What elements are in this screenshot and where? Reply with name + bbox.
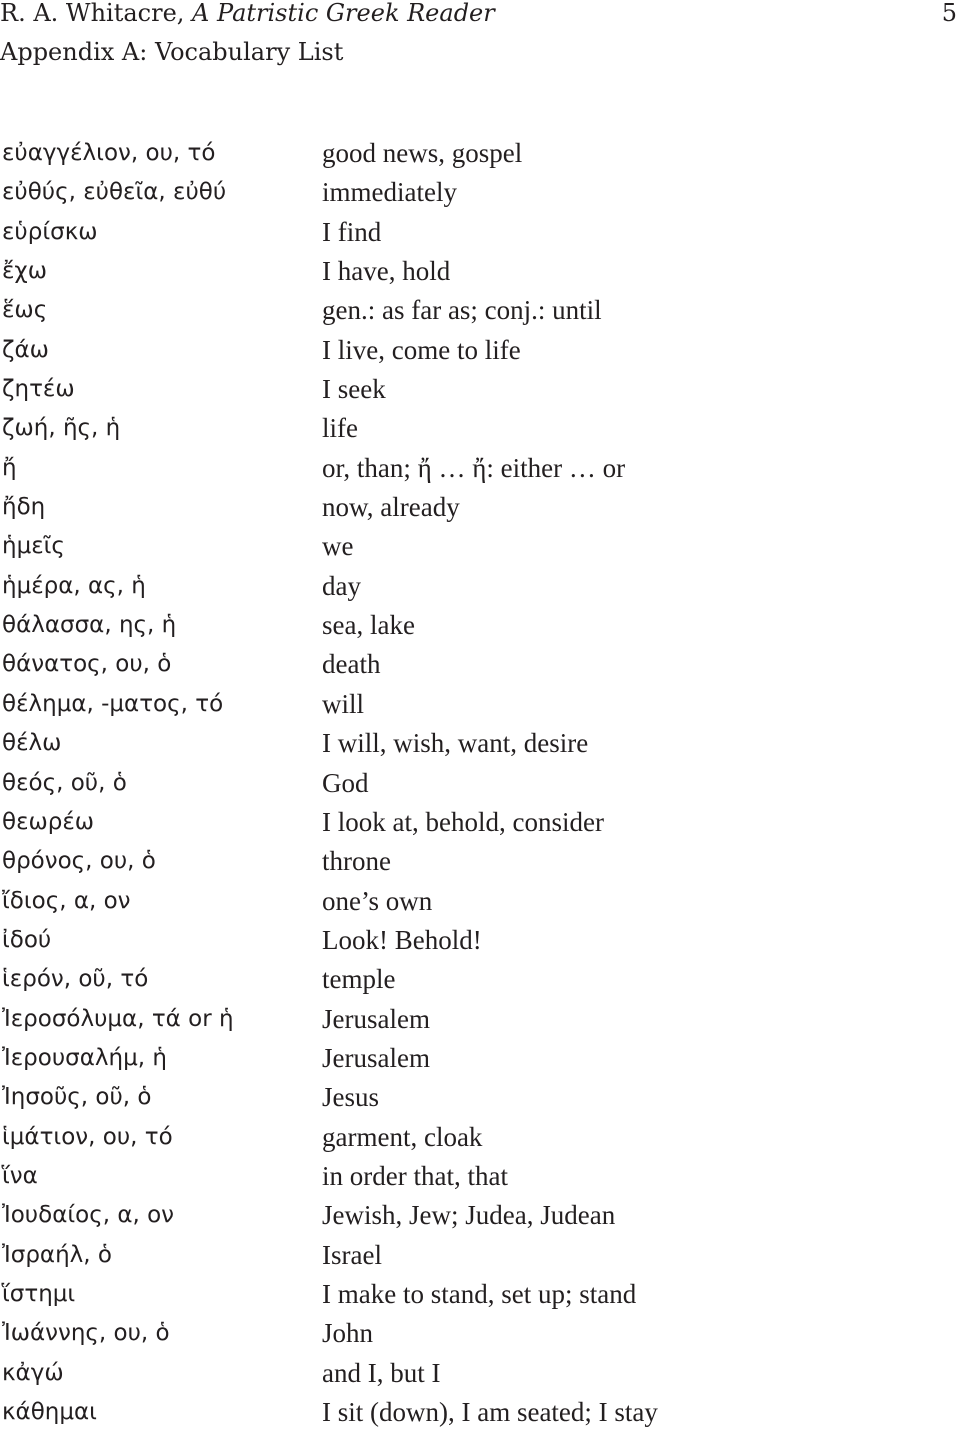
english-gloss: I make to stand, set up; stand bbox=[322, 1278, 637, 1309]
vocab-entry bbox=[0, 529, 960, 568]
vocab-entry bbox=[0, 923, 960, 962]
greek-term: θεωρέω bbox=[2, 808, 95, 835]
greek-term: ἵνα bbox=[2, 1162, 38, 1189]
english-gloss: I find bbox=[322, 216, 382, 247]
vocabulary-list bbox=[0, 136, 960, 1434]
greek-term: εὐθύς, εὐθεῖα, εὐθύ bbox=[2, 179, 227, 206]
page-header bbox=[0, 0, 960, 66]
greek-term: θεός, οῦ, ὁ bbox=[2, 769, 127, 796]
vocab-entry bbox=[0, 451, 960, 490]
english-gloss: temple bbox=[322, 964, 396, 995]
vocab-entry bbox=[0, 372, 960, 411]
vocab-entry bbox=[0, 1198, 960, 1237]
english-gloss: life bbox=[322, 413, 358, 444]
vocab-entry bbox=[0, 844, 960, 883]
greek-term: ἕως bbox=[2, 297, 48, 324]
english-gloss: sea, lake bbox=[322, 610, 415, 641]
greek-term: Ἰεροσόλυμα, τά or ἡ bbox=[2, 1005, 234, 1032]
english-gloss: immediately bbox=[322, 177, 457, 208]
greek-term: Ἰησοῦς, οῦ, ὁ bbox=[2, 1084, 152, 1111]
vocab-entry bbox=[0, 962, 960, 1001]
greek-term: ζάω bbox=[2, 336, 49, 363]
english-gloss: Look! Behold! bbox=[322, 924, 482, 955]
vocab-entry bbox=[0, 1159, 960, 1198]
english-gloss: will bbox=[322, 688, 365, 719]
vocab-entry bbox=[0, 1238, 960, 1277]
greek-term: ἰδού bbox=[2, 926, 52, 953]
english-gloss: God bbox=[322, 767, 369, 798]
vocab-entry bbox=[0, 490, 960, 529]
greek-term: εὐαγγέλιον, ου, τό bbox=[2, 140, 216, 166]
english-gloss: Jesus bbox=[322, 1082, 380, 1113]
vocab-entry bbox=[0, 136, 960, 175]
greek-term: ἡμεῖς bbox=[2, 533, 65, 560]
greek-term: θέλω bbox=[2, 730, 62, 757]
english-gloss: throne bbox=[322, 846, 391, 877]
greek-term: Ἰσραήλ, ὁ bbox=[2, 1241, 112, 1268]
vocab-entry bbox=[0, 1120, 960, 1159]
english-gloss: in order that, that bbox=[322, 1160, 508, 1191]
greek-term: ἱερόν, οῦ, τό bbox=[2, 966, 149, 993]
greek-term: ἴδιος, α, ον bbox=[2, 887, 131, 914]
english-gloss: gen.: as far as; conj.: until bbox=[322, 295, 602, 326]
greek-term: Ἰωάννης, ου, ὁ bbox=[2, 1320, 170, 1347]
greek-term: ἤ bbox=[2, 454, 17, 481]
running-head bbox=[0, 0, 960, 38]
english-gloss: or, than; ἤ … ἤ: either … or bbox=[322, 452, 626, 483]
english-gloss: I will, wish, want, desire bbox=[322, 728, 589, 759]
english-gloss: John bbox=[322, 1318, 374, 1349]
author-name: R. A. Whitacre, bbox=[0, 0, 193, 27]
vocab-entry bbox=[0, 1041, 960, 1080]
vocab-entry bbox=[0, 411, 960, 450]
page-number: 5 bbox=[941, 0, 957, 27]
english-gloss: we bbox=[322, 531, 354, 562]
greek-term: ἔχω bbox=[2, 258, 47, 285]
english-gloss: I look at, behold, consider bbox=[322, 806, 604, 837]
english-gloss: now, already bbox=[322, 492, 460, 523]
vocab-entry bbox=[0, 215, 960, 254]
vocab-entry bbox=[0, 608, 960, 647]
section-title: Appendix A: Vocabulary List bbox=[0, 38, 344, 66]
english-gloss: Jerusalem bbox=[322, 1042, 430, 1073]
vocab-entry bbox=[0, 726, 960, 765]
vocab-entry bbox=[0, 1080, 960, 1119]
greek-term: ἵστημι bbox=[2, 1280, 76, 1307]
english-gloss: garment, cloak bbox=[322, 1121, 483, 1152]
english-gloss: Jerusalem bbox=[322, 1003, 430, 1034]
greek-term: θάνατος, ου, ὁ bbox=[2, 651, 172, 678]
greek-term: ἤδη bbox=[2, 494, 46, 521]
vocab-entry bbox=[0, 254, 960, 293]
vocab-entry bbox=[0, 766, 960, 805]
greek-term: κάθημαι bbox=[2, 1399, 97, 1425]
english-gloss: and I, but I bbox=[322, 1357, 441, 1388]
running-head-left bbox=[0, 0, 495, 26]
greek-term: ζωή, ῆς, ἡ bbox=[2, 415, 121, 442]
english-gloss: Jewish, Jew; Judea, Judean bbox=[322, 1200, 616, 1231]
vocab-entry bbox=[0, 1277, 960, 1316]
vocab-entry bbox=[0, 1356, 960, 1395]
english-gloss: day bbox=[322, 570, 361, 601]
greek-term: θάλασσα, ης, ἡ bbox=[2, 612, 177, 639]
greek-term: Ἰερουσαλήμ, ἡ bbox=[2, 1044, 167, 1071]
english-gloss: I have, hold bbox=[322, 256, 451, 287]
vocab-entry bbox=[0, 333, 960, 372]
greek-term: ἡμέρα, ας, ἡ bbox=[2, 572, 146, 599]
english-gloss: I seek bbox=[322, 374, 386, 405]
english-gloss: good news, gospel bbox=[322, 138, 523, 168]
vocab-entry bbox=[0, 1395, 960, 1434]
greek-term: ζητέω bbox=[2, 376, 75, 403]
greek-term: θέλημα, -ματος, τό bbox=[2, 690, 224, 717]
vocab-entry bbox=[0, 1316, 960, 1355]
vocab-entry bbox=[0, 687, 960, 726]
vocab-entry bbox=[0, 175, 960, 214]
english-gloss: death bbox=[322, 649, 381, 680]
vocab-entry bbox=[0, 293, 960, 332]
english-gloss: I sit (down), I am seated; I stay bbox=[322, 1397, 658, 1427]
english-gloss: one’s own bbox=[322, 885, 433, 916]
vocab-entry bbox=[0, 805, 960, 844]
greek-term: Ἰουδαίος, α, ον bbox=[2, 1202, 175, 1229]
greek-term: θρόνος, ου, ὁ bbox=[2, 848, 156, 875]
vocab-entry bbox=[0, 647, 960, 686]
vocab-entry bbox=[0, 884, 960, 923]
english-gloss: Israel bbox=[322, 1239, 382, 1270]
vocab-entry bbox=[0, 1002, 960, 1041]
greek-term: ἱμάτιον, ου, τό bbox=[2, 1123, 173, 1150]
book-title: A Patristic Greek Reader bbox=[192, 0, 495, 27]
greek-term: εὑρίσκω bbox=[2, 218, 98, 245]
greek-term: κἀγώ bbox=[2, 1359, 64, 1386]
vocab-entry bbox=[0, 569, 960, 608]
english-gloss: I live, come to life bbox=[322, 334, 521, 365]
